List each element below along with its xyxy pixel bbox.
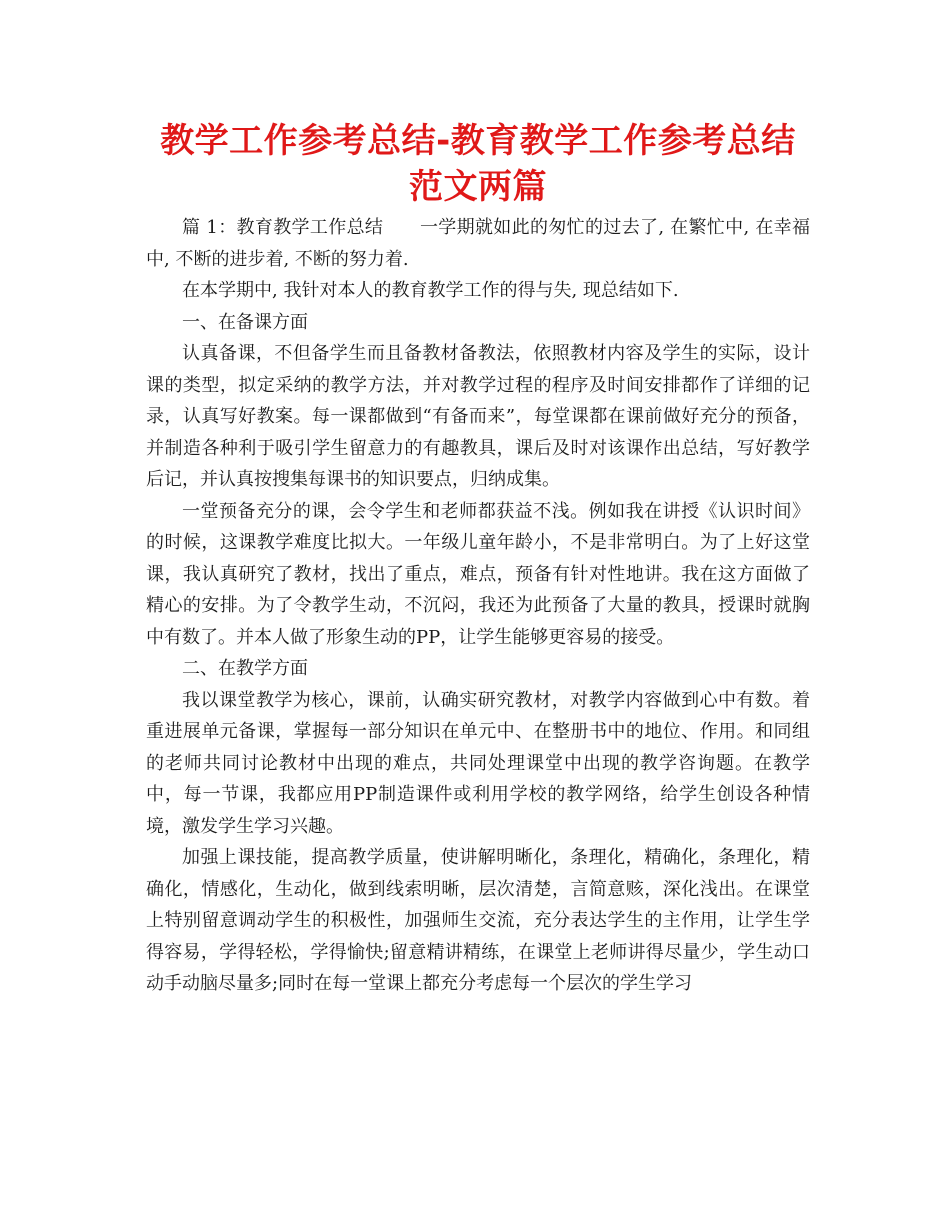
section-heading-teaching: 二、在教学方面	[182, 658, 308, 679]
intro-paragraph: 篇 1：教育教学工作总结 一学期就如此的匆忙的过去了, 在繁忙中, 在幸福中, 不断的进步着, 不断的努力着.	[146, 217, 810, 270]
teaching-skills-paragraph: 加强上课技能，提高教学质量，使讲解明晰化，条理化，精确化，条理化，精确化，情感化，生动化，做到线索明晰，层次清楚，言简意赅，深化浅出。在课堂上特别留意调动学生的积极性，加强师生交流，充分表达学生的主作用，让学生学得容易，学得轻松，学得愉快;留意精讲精练，在课堂上老师讲得尽量少，学生动口动手动脑尽量多;同时在每一堂课上都充分考虑每一个层次的学生学习	[146, 847, 810, 994]
document-body	[146, 212, 810, 1000]
summary-intro-paragraph: 在本学期中, 我针对本人的教育教学工作的得与失, 现总结如下.	[182, 280, 679, 301]
lesson-example-paragraph: 一堂预备充分的课，会令学生和老师都获益不浅。例如我在讲授《认识时间》的时候，这课教学难度比拟大。一年级儿童年龄小，不是非常明白。为了上好这堂课，我认真研究了教材，找出了重点，难点，预备有针对性地讲。我在这方面做了精心的安排。为了令教学生动，不沉闷，我还为此预备了大量的教具，授课时就胸中有数了。并本人做了形象生动的PP，让学生能够更容易的接受。	[146, 500, 810, 648]
lesson-prep-paragraph: 认真备课，不但备学生而且备教材备教法，依照教材内容及学生的实际，设计课的类型，拟定采纳的教学方法，并对教学过程的程序及时间安排都作了详细的记录，认真写好教案。每一课都做到“有备而来”，每堂课都在课前做好充分的预备，并制造各种利于吸引学生留意力的有趣教具，课后及时对该课作出总结，写好教学后记，并认真按搜集每课书的知识要点，归纳成集。	[146, 343, 810, 490]
teaching-paragraph: 我以课堂教学为核心，课前，认确实研究教材，对教学内容做到心中有数。着重进展单元备课，掌握每一部分知识在单元中、在整册书中的地位、作用。和同组的老师共同讨论教材中出现的难点，共同处理课堂中出现的教学咨询题。在教学中，每一节课，我都应用PP制造课件或利用学校的教学网络，给学生创设各种情境，激发学生学习兴趣。	[146, 689, 810, 837]
section-heading-lesson-prep: 一、在备课方面	[182, 311, 308, 333]
document-page	[146, 118, 810, 1000]
document-title: 教学工作参考总结-教育教学工作参考总结范文两篇	[160, 121, 796, 207]
